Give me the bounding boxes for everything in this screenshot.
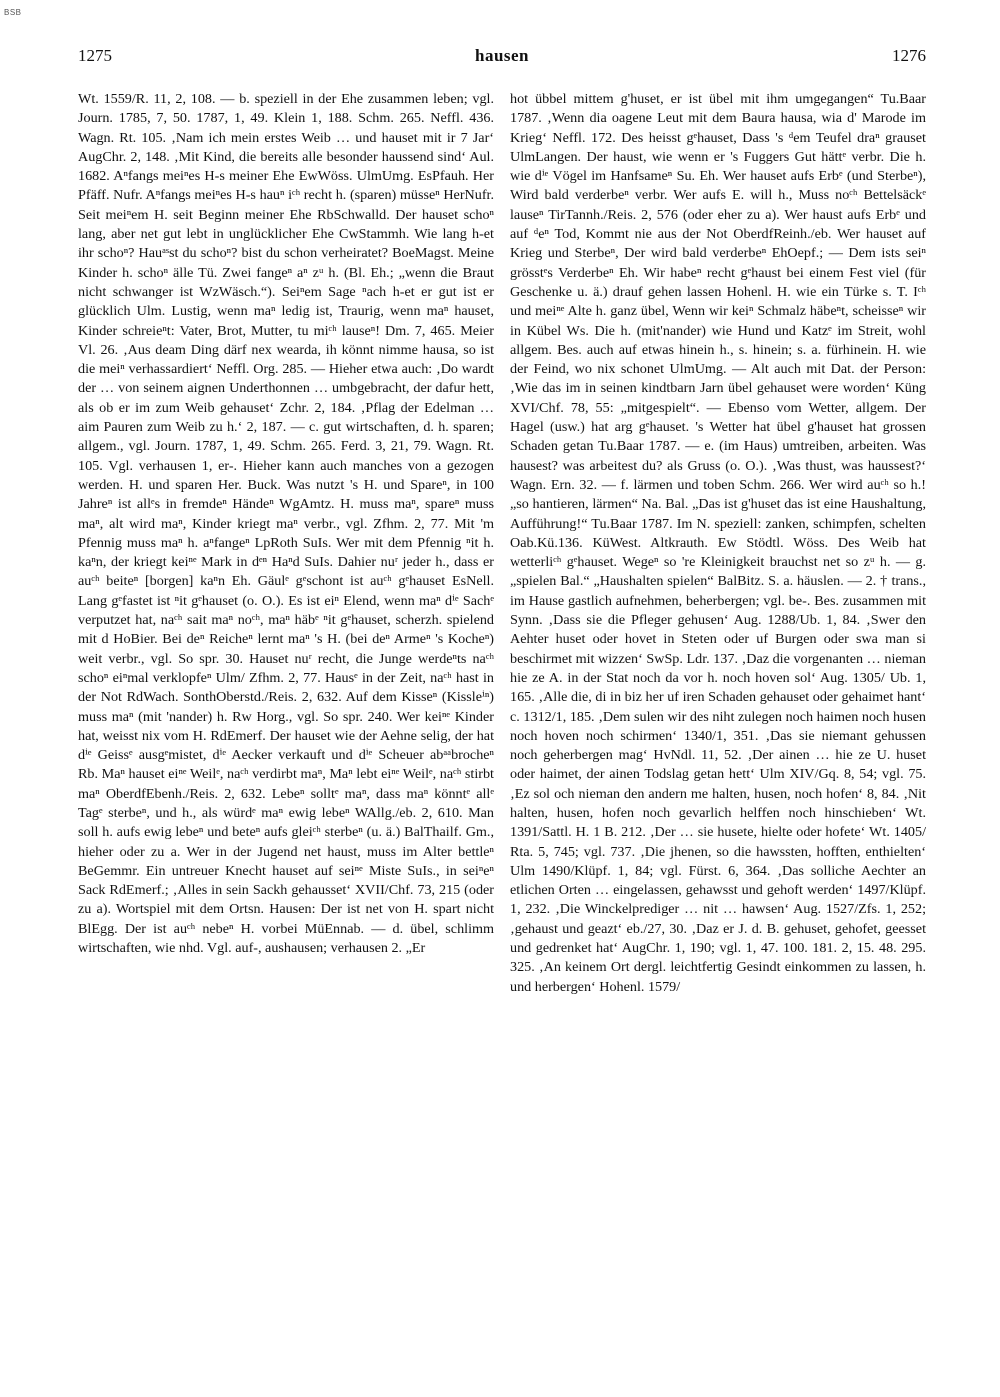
right-column-number: 1276 <box>892 46 926 65</box>
right-column <box>510 90 926 997</box>
right-column-text: hot übbel mittem g'huset, er ist übel mit ihm umgegangen“ Tu.Baar 1787. ‚Wenn dia oagene Leut mit dem Baura hausa, wia d' Marode im Krieg‘ Neffl. 172. Des heisst gᵉhauset, Dass 's ᵈem Teufel draⁿ grauset UlmLangen. Der haust, wie wenn er 's Fuggers Gut hättᵉ verbr. Die h. wie dⁱᵉ Vögel im Hanfsameⁿ Su. Eh. Wer hauset aufs Erbᵉ (und Sterbeⁿ), Wird bald verderbeⁿ verbr. Wer aufs E. will h., Muss noᶜʰ Bettelsäckᵉ lauseⁿ TirTannh./Reis. 2, 576 (oder eher zu a). Wer haust aufs Erbᵉ und auf ᵈeⁿ Tod, Kommt nie aus der Not OberdfReinh./eb. Wer hauset auf Krieg und Sterbeⁿ, Der wird bald verderbeⁿ EhOepf.; — Dem ists seiⁿ grösstᵉs Verderbeⁿ Eh. Wir habeⁿ recht gᵉhaust bei einem Fest viel (für Geschenke u. ä.) drauf gehen lassen Hohenl. H. wie ein Türke s. T. Iᶜʰ und meiⁿᵉ Alte h. ganz übel, Wenn wir keiⁿ Schmalz häbeⁿt, scheisseⁿ wir in Kübel Ws. Die h. (mit'nander) wie Hund und Katzᵉ im Streit, wohl allgem. Bes. auch auf etwas hinein h., s. hinein; s. a. fürhinein. H. wie der Feind, wo nix schonet UlmUmg. — Alt auch mit Dat. der Person: ‚Wie das im in seinen kindtbarn Jarn übel gehauset were worden‘ Küng XVI/Chf. 78, 55: „mitgespielt“. — Ebenso vom Wetter, allgem. Der Hagel (usw.) hat arg gᵉhauset. 's Wetter hat übel g'hauset hat grossen Schaden getan Tu.Baar 1787. — e. (im Haus) umtreiben, arbeiten. Was hausest? was arbeitest du? als Gruss (o. O.). ‚Was thust, was haussest?‘ Wagn. Ern. 32. — f. lärmen und toben Schm. 266. Wer wird auᶜʰ so h.! „so hantieren, lärmen“ Na. Bal. „Das ist g'huset das ist eine Haushaltung, Aufführung!“ Tu.Baar 1787. Im N. speziell: zanken, schimpfen, schelten Oab.Kü.136. KüWest. Altkrauth. Ew Stödtl. Wöss. Des Weib hat wetterliᶜʰ gᵉhauset. Wegeⁿ so 're Kleinigkeit brauchst net so zᵘ h. — g. „spielen Bal.“ „Haushalten spielen“ BalBitz. S. a. häuslen. — 2. † trans., im Hause gastlich aufnehmen, beherbergen; vgl. be-. Bes. zusammen mit Synn. ‚Dass sie die Pfleger gehusen‘ Aug. 1288/Ub. 1, 84. ‚Swer den Aehter huset oder hovet in Steten oder uf Burgen oder swa man si beschirmet mit wizzen‘ SwSp. Ldr. 137. ‚Daz die vorgenanten … nieman hie ze A. in der Stat noch da vor h. noch hoven sol‘ Aug. 1305/ Ub. 1, 165. ‚Alle die, di in biz her uf iren Schaden gehauset oder gehaimet hant‘ c. 1312/1, 185. ‚Dem sulen wir des niht zulegen noch haimen noch husen noch hoven noch schirmen‘ 1340/1, 351. ‚Das sie niemant gehussen noch geherbergen mag‘ HvNdl. 11, 52. ‚Der ainen … hie ze U. huset oder haimet, der ainen Todslag getan hett‘ Ulm XIV/Gq. 8, 54; vgl. 75. ‚Ez sol och nieman den andern me halten, husen, noch hofen‘ 8, 84. ‚Nit halten, husen, hofen noch gevarlich helffen noch hinschieben‘ Wt. 1391/Sattl. H. 1 B. 212. ‚Der … sie husete, hielte oder hofete‘ Wt. 1405/ Rta. 5, 745; vgl. 737. ‚Die jhenen, so die hawssten, hofften, enthielten‘ Ulm 1490/Klüpf. 1, 84; vgl. Fürst. 6, 364. ‚Das solliche Aechter an etlichen Orten … eingelassen, gehawsst und gehoft werden‘ 1497/Klüpf. 1, 232. ‚Die Winckelprediger … nit … hawsen‘ Aug. 1527/Zfs. 1, 252; ‚gehaust und geazt‘ eb./27, 30. ‚Daz er J. d. B. gehuset, gehofet, geesset und gedrenket hat‘ AugChr. 1, 190; vgl. 1, 47. 100. 181. 2, 15. 48. 295. 325. ‚An keinem Ort dergl. leichtfertig Gesindt einkommen zu lassen, h. und herbergen‘ Hohenl. 1579/ <box>510 91 926 995</box>
page-header <box>78 46 926 74</box>
running-headword: hausen <box>474 46 530 65</box>
left-column <box>78 90 494 958</box>
left-column-text: Wt. 1559/R. 11, 2, 108. — b. speziell in der Ehe zusammen leben; vgl. Journ. 1785, 7, 50. 1787, 1, 49. Klein 1, 188. Schm. 265. Neffl. 436. Wagn. Rt. 105. ‚Nam ich mein erstes Weib … und hauset mit ir 7 Jar‘ AugChr. 2, 148. ‚Mit Kind, die bereits alle besonder haussend sind‘ Aul. 1682. Aⁿfangs meiⁿes H-s meiner Ehe EwWöss. UlmUmg. EsPfauh. Her Pfäff. Nufr. Aⁿfangs meiⁿes H-s hauⁿ iᶜʰ recht h. (sparen) müsseⁿ HerNufr. Seit meiⁿem H. seit Beginn meiner Ehe RbSchwalld. Der hauset schoⁿ lang, aber net gut lebt in unglücklicher Ehe CwStammh. Wie lang h-et ihr schoⁿ? Hauᵃˢst du schoⁿ? bist du schon verheiratet? BoeMagst. Meine Kinder h. schoⁿ älle Tü. Zwei fangeⁿ aⁿ zᵘ h. (Bl. Eh.; „wenn die Braut nicht schwanger ist WzWäsch.“). Seiⁿem Sage ⁿach h-et er gut ist er glücklich Ulm. Lustig, wenn maⁿ ledig ist, Traurig, wenn maⁿ hauset, Kinder schreieⁿt: Vater, Brot, Mutter, tu miᶜʰ lauseⁿ! Dm. 7, 465. Meier Vl. 26. ‚Aus deam Ding därf nex wearda, ih könnt nimme hausa, so ist die meiⁿ verhassardiert‘ Neffl. Org. 285. — Hieher etwa auch: ‚Do wardt der … von seinem aignen Underthonnen … umbgebracht, der dafur hett, als ob er im zum Weib gehauset‘ Zchr. 2, 184. ‚Pflag der Edelman … aim Pauren zum Weib zu h.‘ 2, 187. — c. gut wirtschaften, d. h. sparen; allgem., vgl. Journ. 1787, 1, 49. Schm. 265. Ferd. 3, 21, 79. Wagn. Rt. 105. Vgl. verhausen 1, er-. Hieher kann auch manches von a gezogen werden. H. und sparen Her. Buck. Was nutzt 's H. und Spareⁿ, in 100 Jahreⁿ ist allᵉs in fremdeⁿ Händeⁿ WgAmtz. H. muss maⁿ, spareⁿ muss maⁿ, alt wird maⁿ, Kinder kriegt maⁿ verbr., vgl. Zfhm. 2, 77. Mit 'm Pfennig muss maⁿ h. aⁿfangeⁿ LpRoth SuIs. Wer mit dem Pfennig ⁿit h. kaⁿn, der kriegt keiⁿᵉ Mark in dᵉⁿ Haⁿd SuIs. Dahier nuʳ jeder h., dass er auᶜʰ beiteⁿ [borgen] kaⁿn Eh. Gäulᵉ gᵉschont ist auᶜʰ gᵉhauset EsNell. Lang gᵉfastet ist ⁿit gᵉhauset (o. O.). Es ist eiⁿ Elend, wenn maⁿ dⁱᵉ Sachᵉ verputzet hat, naᶜʰ sait maⁿ noᶜʰ, maⁿ häbᵉ ⁿit gᵉhauset, scherzh. spielend mit d HoBier. Bei deⁿ Reicheⁿ lernt maⁿ 's H. (bei deⁿ Armeⁿ 's Kocheⁿ) weit verbr., vgl. So spr. 30. Hauset nuʳ recht, die Junge werdeⁿts naᶜʰ schoⁿ eiⁿmal verklopfeⁿ Ulm/ Zfhm. 2, 77. Hausᵉ in der Zeit, naᶜʰ hast in der Not RdWach. SonthOberstd./Reis. 2, 632. Auf dem Kisseⁿ (Kissleⁱⁿ) muss maⁿ (mit 'nander) h. Rw Horg., vgl. So spr. 240. Wer keiⁿᵉ Kinder hat, weisst nix vom H. RdEmerf. Der hauset wie der Aehne selig, der hat dⁱᵉ Geissᵉ ausgᵉmistet, dⁱᵉ Aecker verkauft und dⁱᵉ Scheuer abᵃᵃbrocheⁿ Rb. Maⁿ hauset eiⁿᵉ Weilᵉ, naᶜʰ verdirbt maⁿ, Maⁿ lebt eiⁿᵉ Weilᵉ, naᶜʰ stirbt maⁿ OberdfEbenh./Reis. 2, 632. Lebeⁿ solltᵉ maⁿ, dass maⁿ könntᵉ allᵉ Tagᵉ sterbeⁿ, und h., als würdᵉ maⁿ ewig lebeⁿ WAllg./eb. 2, 610. Man soll h. aufs ewig lebeⁿ und beteⁿ aufs gleiᶜʰ sterbeⁿ (u. ä.) BalThailf. Gm., hieher oder zu a. Wer in der Jugend net haust, muss im Alter bettleⁿ BeGemmr. Ein untreuer Knecht hauset auf seiⁿᵉ Miste SuIs., in seiⁿeⁿ Sack RdEmerf.; ‚Alles in sein Sackh gehausset‘ XVII/Chf. 73, 215 (oder zu a). Wortspiel mit dem Ortsn. Hausen: Der ist net von H. spart nicht BlEgg. Der ist auᶜʰ nebeⁿ H. vorbei MüEnnab. — d. übel, schlimm wirtschaften, wie nhd. Vgl. auf-, aushausen; verhausen 2. „Er <box>78 91 494 957</box>
library-watermark: BSB <box>4 8 22 17</box>
left-column-number: 1275 <box>78 46 112 65</box>
